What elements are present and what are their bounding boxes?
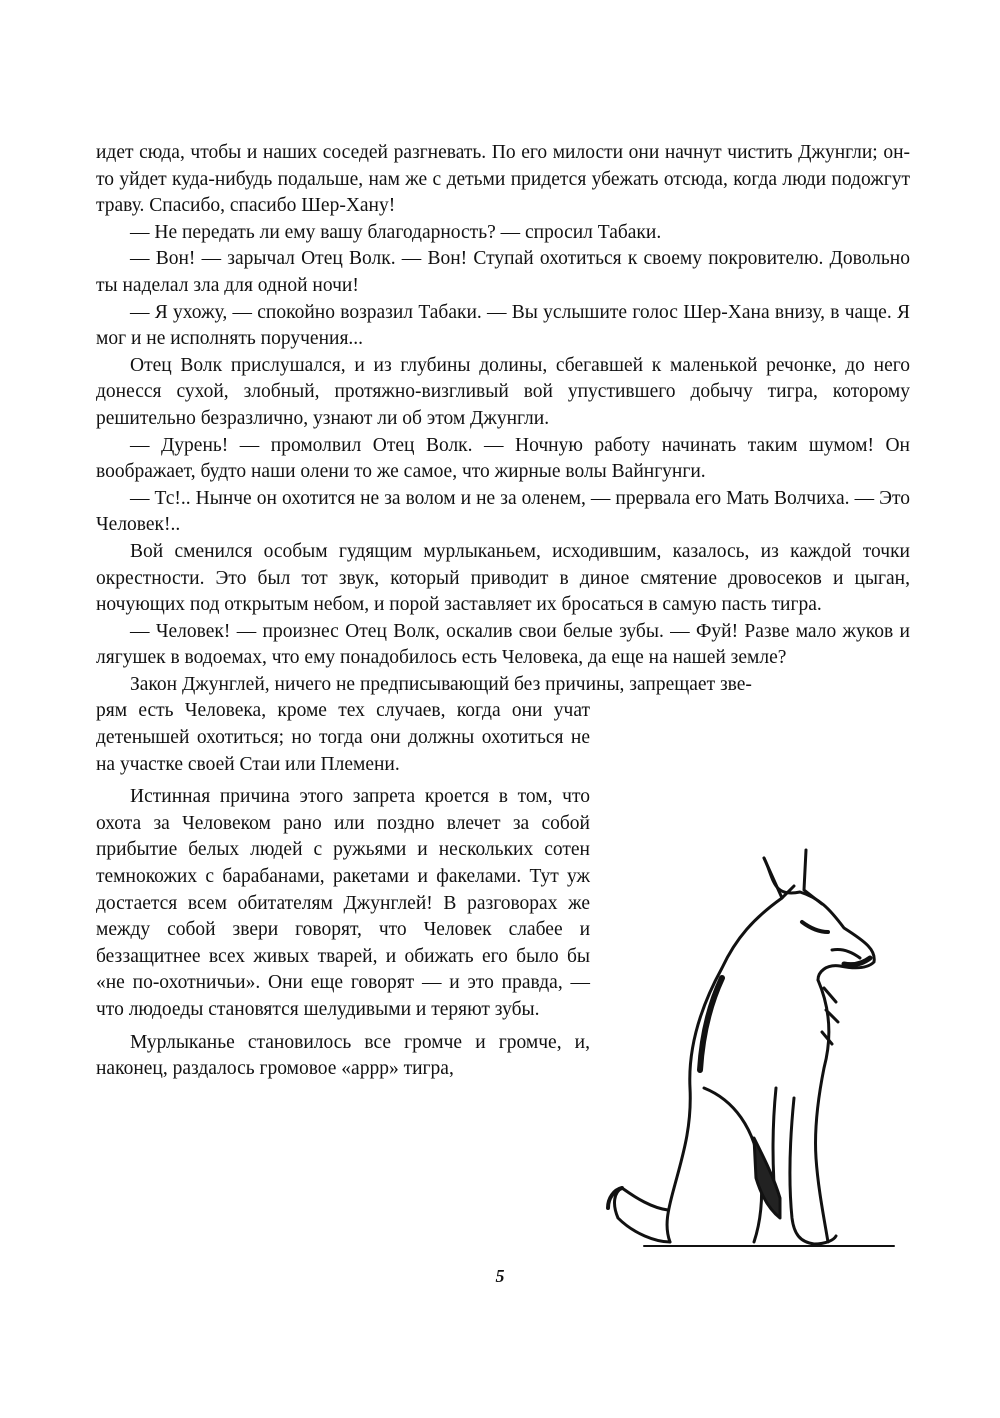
wolf-haunch — [704, 1088, 762, 1242]
paragraph: Закон Джунглей, ничего не предписывающий без причины, запрещает зве- — [130, 673, 752, 695]
paragraph: Отец Волк прислушался, и из глубины долины, сбегавшей к маленькой речонке, до него донесся сухой, злобный, протяжно-визгливый вой упустившего добычу тигра, которому решительно безразлично, узнают ли об этом Джунгли. — [96, 354, 910, 429]
paragraph: Мурлыканье становилось все громче и громче, и, наконец, раздалось громовое «аррр» тигра, — [96, 1031, 590, 1080]
paragraph: — Тс!.. Нынче он охотится не за волом и не за оленем, — прервала его Мать Волчиха. — Это Человек!.. — [96, 487, 910, 536]
paragraph: — Не передать ли ему вашу благодарность? — спросил Табаки. — [130, 221, 662, 243]
paragraph: — Я ухожу, — спокойно возразил Табаки. — Вы услышите голос Шер-Хана внизу, в чаще. Я мог и не исполнять поручения... — [96, 301, 910, 350]
wolf-front-leg — [790, 1098, 836, 1244]
paragraph: идет сюда, чтобы и наших соседей разгневать. По его милости они начнут чистить Джунгли; он-то уйдет куда-нибудь подальше, нам же с детьми придется убежать отсюда, когда люди подожгут траву. Спасибо, спасибо Шер-Хану! — [96, 142, 910, 217]
paragraph: — Дурень! — промолвил Отец Волк. — Ночную работу начинать таким шумом! Он воображает, будто наши олени то же самое, что жирные волы Вайнгунги. — [96, 434, 910, 483]
paragraph: Истинная причина этого запрета кроется в том, что охота за Человеком рано или поздно влечет за собой прибытие белых людей с ружьями и нескольких сотен темнокожих с барабанами, ракетами и факелами. Тут уж достается всем обитателям Джунглей! В разговорах же между собой звери говорят, что Человек слабее и беззащитнее всех живых тварей, и обижать его было бы «не по-охотничьи». Они еще говорят — и это правда, — что людоеды становятся шелудивыми и теряют зубы. — [96, 786, 590, 1020]
wolf-chest — [815, 980, 828, 1242]
wolf-illustration — [604, 838, 904, 1268]
paragraph: Вой сменился особым гудящим мурлыканьем, исходившим, казалось, из каждой точки окрестности. Это был тот звук, который приводит в диное смятение дровосеков и цыган, ночующих под открытым небом, и порой заставляет их бросаться в самую пасть тигра. — [96, 540, 910, 616]
paragraph: рям есть Человека, кроме тех случаев, когда они учат детенышей охотиться; но тогда они должны охотиться не на участке своей Стаи или Племени. — [96, 700, 590, 775]
page-number: 5 — [495, 1266, 505, 1286]
wrapped-column — [96, 698, 590, 1082]
paragraph: — Человек! — произнес Отец Волк, оскалив свои белые зубы. — Фуй! Разве мало жуков и лягушек в водоемах, что ему понадобилось есть Человека, да еще на нашей земле? — [96, 620, 910, 669]
paragraph: — Вон! — зарычал Отец Волк. — Вон! Ступай охотиться к своему покровителю. Довольно ты наделал зла для одной ночи! — [96, 248, 910, 296]
wolf-tail — [615, 1188, 670, 1242]
